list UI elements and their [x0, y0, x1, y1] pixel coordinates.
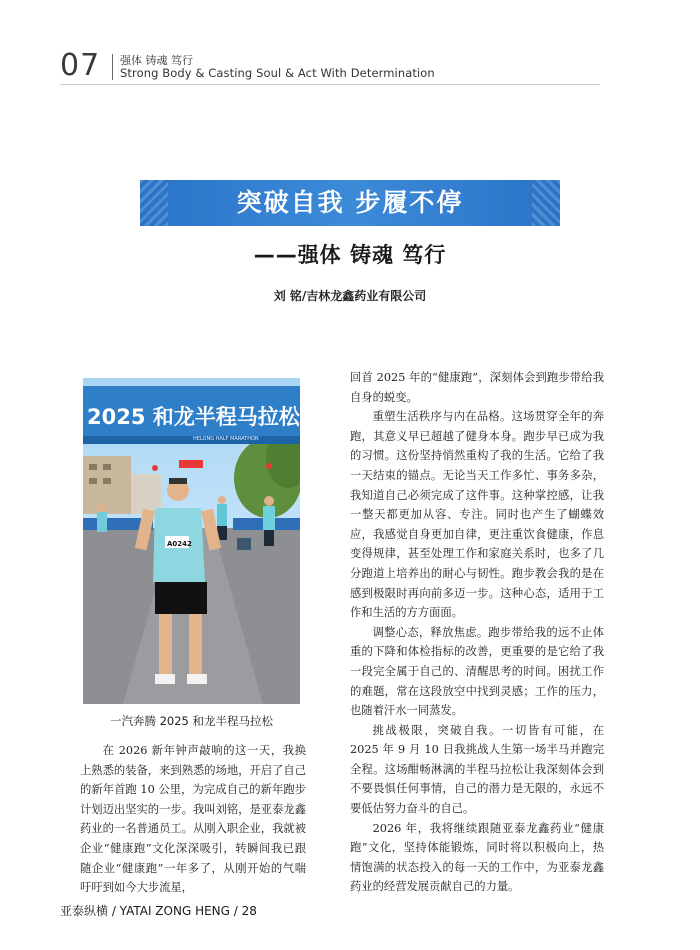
- paragraph: 调整心态，释放焦虑。跑步带给我的远不止体重的下降和体检指标的改善，更重要的是它给了我一段完全属于自己的、清醒思考的时间。困扰工作的难题，常在这段放空中找到灵感；工作的压力，也随着汗水一同蒸发。: [350, 625, 604, 718]
- page-footer: 亚泰纵横 / YATAI ZONG HENG / 28: [60, 904, 257, 918]
- section-title-en: Strong Body & Casting Soul & Act With Determination: [120, 66, 435, 80]
- section-title-cn: 强体 铸魂 笃行: [120, 54, 193, 67]
- article-body-right: [350, 368, 604, 897]
- marathon-photo: [83, 378, 300, 704]
- article-author: 刘 铭/吉林龙鑫药业有限公司: [273, 289, 427, 303]
- paragraph: 重塑生活秩序与内在品格。这场贯穿全年的奔跑，其意义早已超越了健身本身。跑步早已成为我的习惯。这份坚持悄然重构了我的生活。它给了我一天结束的锚点。无论当天工作多忙、事务多杂，我知道自己必须完成了这件事。这种掌控感，让我一整天都更加从容、专注。同时也产生了蝴蝶效应，我感觉自身更加自律，更注重饮食健康，作息变得规律，甚至处理工作和家庭关系时，也多了几分跑道上培养出的耐心与韧性。跑步教会我的是在感到极限时再向前多迈一步。这种心态，适用于工作和生活的方方面面。: [350, 410, 604, 620]
- section-header: [60, 44, 650, 86]
- section-number: 07: [60, 48, 101, 83]
- title-banner: [140, 180, 560, 226]
- photo-caption: 一汽奔腾 2025 和龙半程马拉松: [109, 714, 274, 728]
- article-subtitle: ——强体 铸魂 笃行: [253, 243, 447, 267]
- header-divider: [112, 54, 113, 80]
- paragraph: 挑战极限，突破自我。一切皆有可能，在 2025 年 9 月 10 日我挑战人生第一场半马并跑完全程。这场酣畅淋漓的半程马拉松让我深刻体会到不要畏惧任何事情，自己的潜力是无限的，永远不要低估努力奋斗的自己。: [350, 723, 604, 816]
- header-rule: [60, 84, 600, 85]
- arch-banner-text: 2025 和龙半程马拉松: [87, 405, 300, 429]
- arch-banner-subtext: HELONG HALF MARATHON: [193, 436, 259, 442]
- paragraph: 回首 2025 年的“健康跑”，深刻体会到跑步带给我自身的蜕变。: [350, 371, 604, 404]
- race-bib: A0242: [167, 540, 192, 548]
- paragraph: 在 2026 新年钟声敲响的这一天，我换上熟悉的装备，来到熟悉的场地，开启了自己的新年首跑 10 公里，为完成自己的新年跑步计划迈出坚实的一步。我叫刘铭，是亚泰龙鑫药业的一名普通员工。从刚入职企业，我就被企业“健康跑”文化深深吸引，转瞬间我已跟随企业“健康跑”一年多了，从刚开始的气喘吁吁到如今大步流星，: [80, 744, 306, 895]
- article-title: 突破自我 步履不停: [236, 188, 464, 217]
- article-body-left: [80, 741, 306, 898]
- paragraph: 2026 年，我将继续跟随亚泰龙鑫药业“健康跑”文化，坚持体能锻炼，同时将以积极向上，热情饱满的状态投入的每一天的工作中，为亚泰龙鑫药业的经营发展贡献自己的力量。: [350, 821, 604, 894]
